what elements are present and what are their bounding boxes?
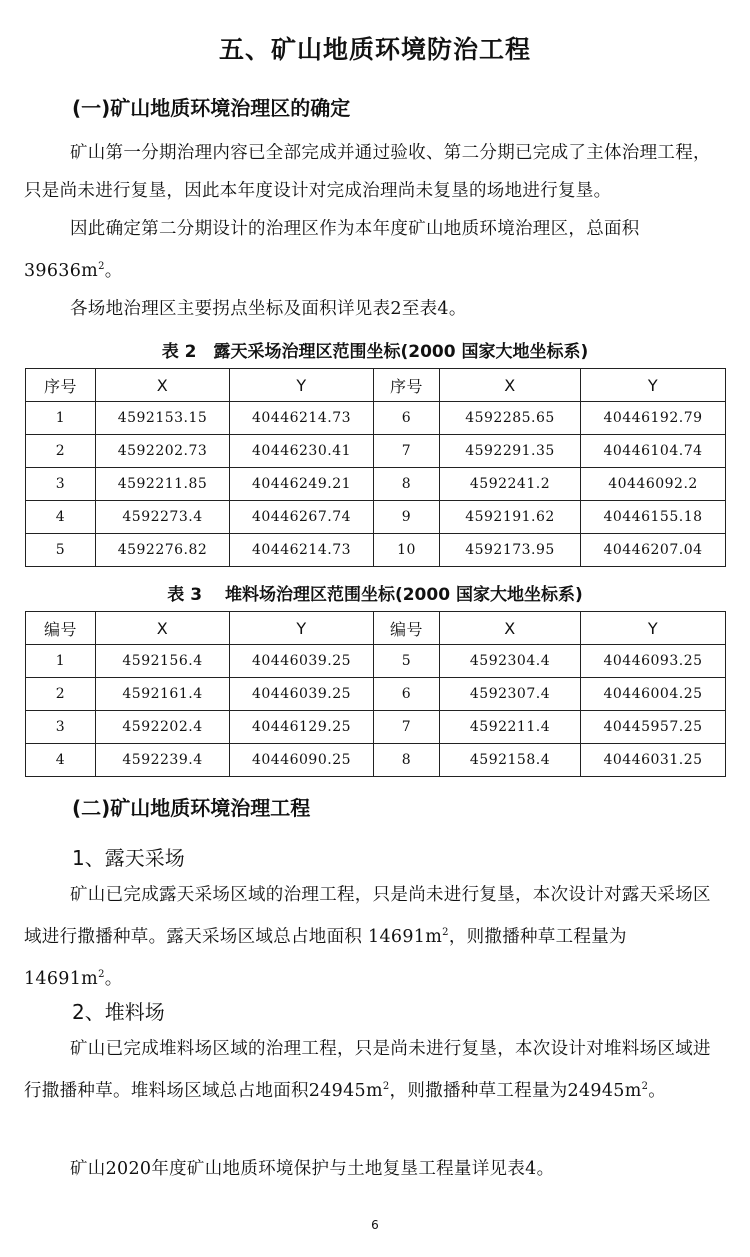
- table-cell: 1: [26, 402, 96, 435]
- table-row: [26, 534, 726, 567]
- table2: [25, 368, 726, 567]
- table-cell: 40446214.73: [230, 534, 374, 567]
- table-cell: 4592156.4: [96, 645, 230, 678]
- page-number: 6: [371, 1218, 379, 1232]
- table2-header-cell: Y: [581, 369, 726, 402]
- table-cell: 10: [374, 534, 440, 567]
- sub1-text-b: ，则撒播种草工程量为 14691m: [24, 926, 627, 989]
- table-row: [26, 501, 726, 534]
- table-row: [26, 678, 726, 711]
- table3-header-cell: Y: [230, 612, 374, 645]
- sub2-text-b: ，则撒播种草工程量为24945m: [389, 1080, 642, 1101]
- table-cell: 2: [26, 678, 96, 711]
- table2-header-cell: 序号: [374, 369, 440, 402]
- table-cell: 4592153.15: [96, 402, 230, 435]
- table-cell: 7: [374, 711, 440, 744]
- table-cell: 6: [374, 402, 440, 435]
- section1-p2-end: 。: [104, 260, 123, 281]
- table-cell: 9: [374, 501, 440, 534]
- table-cell: 40446230.41: [230, 435, 374, 468]
- superscript-2: 2: [98, 261, 105, 272]
- table-cell: 4592191.62: [440, 501, 581, 534]
- table-cell: 4592239.4: [96, 744, 230, 777]
- table2-header-cell: X: [96, 369, 230, 402]
- section1-p2-text: 因此确定第二分期设计的治理区作为本年度矿山地质环境治理区，总面积39636m: [24, 219, 640, 281]
- table-row: [26, 645, 726, 678]
- table-cell: 4592285.65: [440, 402, 581, 435]
- table-cell: 40445957.25: [581, 711, 726, 744]
- table3-header-cell: Y: [581, 612, 726, 645]
- section1-paragraph3: [24, 290, 726, 328]
- table-cell: 40446214.73: [230, 402, 374, 435]
- table-cell: 40446267.74: [230, 501, 374, 534]
- table-cell: 4592211.4: [440, 711, 581, 744]
- table-cell: 40446090.25: [230, 744, 374, 777]
- table-cell: 4: [26, 501, 96, 534]
- table-cell: 6: [374, 678, 440, 711]
- section1-paragraph1: [24, 134, 726, 210]
- table-cell: 7: [374, 435, 440, 468]
- table3-header-cell: 编号: [374, 612, 440, 645]
- table3-header-cell: X: [440, 612, 581, 645]
- superscript-2: 2: [442, 927, 449, 938]
- subsection2-heading: 2、堆料场: [72, 1000, 165, 1024]
- table3-caption: 表 3 堆料场治理区范围坐标(2000 国家大地坐标系): [167, 585, 583, 605]
- subsection1-paragraph: [24, 876, 726, 998]
- sub2-text-c: 。: [648, 1080, 667, 1101]
- table-cell: 40446155.18: [581, 501, 726, 534]
- table-cell: 3: [26, 711, 96, 744]
- table-row: [26, 402, 726, 435]
- table-cell: 4592307.4: [440, 678, 581, 711]
- table-row: [26, 468, 726, 501]
- table3-header-cell: X: [96, 612, 230, 645]
- table-cell: 40446004.25: [581, 678, 726, 711]
- section1-p1-text: 矿山第一分期治理内容已全部完成并通过验收、第二分期已完成了主体治理工程，只是尚未进行复垦，因此本年度设计对完成治理尚未复垦的场地进行复垦。: [24, 143, 711, 201]
- table-cell: 40446092.2: [581, 468, 726, 501]
- table-cell: 4592158.4: [440, 744, 581, 777]
- sub2-text-a: 矿山已完成堆料场区域的治理工程，只是尚未进行复垦，本次设计对堆料场区域进行撒播种草。堆料场区域总占地面积24945m: [24, 1039, 711, 1101]
- table-cell: 4592211.85: [96, 468, 230, 501]
- table-cell: 5: [374, 645, 440, 678]
- table-cell: 5: [26, 534, 96, 567]
- table-row: [26, 711, 726, 744]
- table-row: [26, 744, 726, 777]
- section2-heading: (二)矿山地质环境治理工程: [72, 796, 311, 820]
- sub1-text-c: 。: [104, 968, 123, 989]
- table-cell: 8: [374, 468, 440, 501]
- table3-header-row: [26, 612, 726, 645]
- table-cell: 4592202.4: [96, 711, 230, 744]
- table2-header-cell: X: [440, 369, 581, 402]
- closing-paragraph: [24, 1150, 726, 1188]
- table-cell: 40446249.21: [230, 468, 374, 501]
- table-cell: 4592304.4: [440, 645, 581, 678]
- section1-paragraph2: [24, 210, 726, 290]
- table-cell: 1: [26, 645, 96, 678]
- table2-header-cell: 序号: [26, 369, 96, 402]
- table-cell: 40446104.74: [581, 435, 726, 468]
- superscript-2: 2: [98, 968, 105, 980]
- table-row: [26, 435, 726, 468]
- table-cell: 4592173.95: [440, 534, 581, 567]
- table2-header-cell: Y: [230, 369, 374, 402]
- table-cell: 40446207.04: [581, 534, 726, 567]
- table-cell: 4592161.4: [96, 678, 230, 711]
- section1-p3-text: 各场地治理区主要拐点坐标及面积详见表2至表4。: [70, 299, 467, 319]
- table-cell: 40446129.25: [230, 711, 374, 744]
- table-cell: 4592291.35: [440, 435, 581, 468]
- table-cell: 4592241.2: [440, 468, 581, 501]
- table-cell: 4592273.4: [96, 501, 230, 534]
- table-cell: 40446192.79: [581, 402, 726, 435]
- page-title: 五、矿山地质环境防治工程: [218, 35, 531, 64]
- sub1-text-a: 矿山已完成露天采场区域的治理工程，只是尚未进行复垦，本次设计对露天采场区域进行撒播种草。露天采场区域总占地面积 14691m: [24, 885, 711, 947]
- table-cell: 40446031.25: [581, 744, 726, 777]
- table3-header-cell: 编号: [26, 612, 96, 645]
- table2-caption: 表 2 露天采场治理区范围坐标(2000 国家大地坐标系): [161, 342, 589, 362]
- table-cell: 40446039.25: [230, 645, 374, 678]
- table-cell: 40446093.25: [581, 645, 726, 678]
- table-cell: 3: [26, 468, 96, 501]
- table-cell: 4592202.73: [96, 435, 230, 468]
- table-cell: 8: [374, 744, 440, 777]
- table2-header-row: [26, 369, 726, 402]
- section1-heading: (一)矿山地质环境治理区的确定: [72, 96, 351, 120]
- table-cell: 4: [26, 744, 96, 777]
- table-cell: 2: [26, 435, 96, 468]
- subsection2-paragraph: [24, 1030, 726, 1110]
- superscript-2: 2: [641, 1081, 649, 1092]
- superscript-2: 2: [382, 1081, 390, 1092]
- table-cell: 40446039.25: [230, 678, 374, 711]
- table-cell: 4592276.82: [96, 534, 230, 567]
- subsection1-heading: 1、露天采场: [72, 846, 185, 870]
- table3: [25, 611, 726, 777]
- closing-text: 矿山2020年度矿山地质环境保护与土地复垦工程量详见表4。: [70, 1159, 555, 1179]
